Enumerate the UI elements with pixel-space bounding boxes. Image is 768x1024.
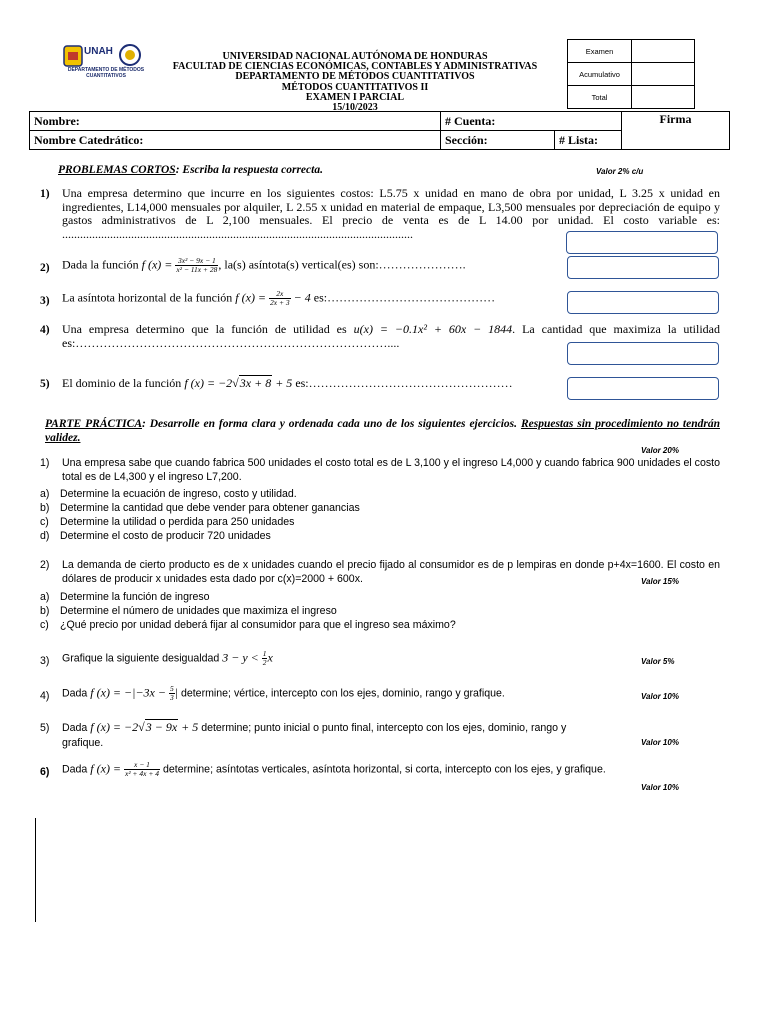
header-line: FACULTAD DE CIENCIAS ECONÓMICAS, CONTABLES Y ADMINISTRATIVAS: [172, 61, 538, 73]
q3-number: 3): [40, 295, 50, 307]
logo-text: UNAH: [84, 46, 113, 57]
p6-denominator: x² + 4x + 4: [124, 769, 160, 778]
p4-expr-a: f (x) = −: [90, 685, 133, 700]
q5-number: 5): [40, 378, 50, 390]
q1-number: 1): [40, 188, 50, 200]
practical-title: PARTE PRÁCTICA: [45, 418, 142, 430]
university-header: [140, 52, 570, 113]
q2-post: , la(s) asíntota(s) vertical(es) son:………………….: [218, 257, 466, 272]
nombre-label: Nombre:: [34, 113, 80, 128]
p4-text: Dada f (x) = −|−3x − $\frac{5}{3}$ | determine; vértice, intercepto con los ejes, dominio, rango y grafique.: [62, 684, 505, 702]
q2-numerator: 3x² − 9x − 1: [175, 257, 218, 266]
p1-text: Una empresa sabe que cuando fabrica 500 unidades el costo total es de L 3,100 y el ingreso L4,000 y cuando fabrica 900 unidades el costo total es de L4,300 y el ingreso L7,200.: [62, 457, 720, 483]
p4-expr-b: −3x −: [135, 685, 166, 700]
q2-number: 2): [40, 262, 50, 274]
p6-expr-a: f (x) =: [90, 761, 122, 776]
score-cell-total[interactable]: [632, 86, 695, 109]
q3-answer-box[interactable]: [567, 291, 719, 314]
q3-func: f (x) =: [235, 290, 267, 305]
q3-pre: La asíntota horizontal de la función: [62, 290, 233, 305]
q5-text: [62, 377, 513, 391]
q2-answer-box[interactable]: [567, 256, 719, 279]
q5-answer-box[interactable]: [567, 377, 719, 400]
nombre-field[interactable]: [30, 112, 441, 131]
q4-number: 4): [40, 324, 50, 336]
lista-field[interactable]: [555, 131, 622, 150]
p5-sqrt: √3 − 9x: [138, 720, 178, 734]
p1-valor: Valor 20%: [641, 446, 679, 455]
p2-items: [40, 590, 456, 632]
p5-expr-a: f (x) = −2: [90, 720, 139, 734]
p2-text: La demanda de cierto producto es de x unidades cuando el precio fijado al consumidor es de p lempiras en donde p+4x=1600. El costo en dólares de producir x unidades esta dado por c(x)=2000 + 600x.: [62, 559, 720, 585]
q5-expr-b: + 5: [275, 376, 293, 390]
p6-post: determine; asíntotas verticales, asíntota horizontal, si corta, intercepto con los ejes, y grafique.: [162, 763, 606, 776]
p1-items: [40, 487, 360, 543]
p6-text: [62, 761, 606, 778]
p2-number: 2): [40, 559, 50, 571]
short-instruction: : Escriba la respuesta correcta.: [175, 164, 323, 176]
student-info-table: [29, 111, 730, 150]
lista-label: # Lista:: [559, 132, 598, 147]
p3-number: 3): [40, 655, 50, 667]
list-item: b) Determine la cantidad que debe vender para obtener ganancias: [40, 502, 360, 514]
practical-title-block: [45, 417, 720, 445]
q2-text: [62, 257, 466, 274]
p5-expr-b: + 5: [181, 720, 199, 734]
p5-radicand: 3 − 9x: [145, 720, 178, 734]
p5-number: 5): [40, 722, 50, 734]
q2-denominator: x² − 11x + 28: [176, 265, 218, 274]
q3-denominator: 2x + 3: [270, 298, 290, 307]
q1-text: Una empresa determino que incurre en los siguientes costos: L5.75 x unidad en mano de obra por unidad, L 3.25 x unidad en ingredientes, L14,000 mensuales por alquiler, L 2.55 x unidad en material de empaque, L3,500 mensuales por depreciación de equipo y gastos administrativos de L 2,100 mensuales. El precio de venta es de L 14.00 por unidad. El costo variable es: .....................................................................................................................: [62, 186, 720, 241]
q5-post: es:……………………………………………: [295, 376, 513, 390]
p3-valor: Valor 5%: [641, 657, 675, 666]
p5-post: determine; punto inicial o punto final, intercepto con los ejes, dominio, rango y: [201, 722, 567, 734]
q5-sqrt: √3x + 8: [232, 376, 272, 390]
q5-radicand: 3x + 8: [239, 376, 272, 390]
practical-instruction: : Desarrolle en forma clara y ordenada cada uno de los siguientes ejercicios.: [142, 418, 518, 430]
p6-pre: Dada: [62, 763, 88, 776]
header-line: DEPARTAMENTO DE MÉTODOS CUANTITATIVOS: [235, 71, 475, 83]
score-label-examen: Examen: [568, 40, 632, 63]
q2-fraction: [175, 257, 218, 274]
score-cell-examen[interactable]: [632, 40, 695, 63]
catedratico-label: Nombre Catedrático:: [34, 132, 144, 147]
p3-expr: 3 − y <: [222, 650, 259, 665]
p5-pre: Dada: [62, 722, 88, 734]
margin-line: [35, 818, 36, 922]
header-line: MÉTODOS CUANTITATIVOS II: [281, 81, 429, 93]
header-line: UNIVERSIDAD NACIONAL AUTÓNOMA DE HONDURAS: [222, 51, 488, 62]
q4-text2: . La cantidad que maximiza la utilidad es:……………………………………………………………………....: [62, 322, 721, 350]
list-item: c) ¿Qué precio por unidad deberá fijar al consumidor para que el ingreso sea máximo?: [40, 619, 456, 631]
cuenta-field[interactable]: [441, 112, 622, 131]
q5-pre: El dominio de la función: [62, 376, 182, 390]
short-valor: Valor 2% c/u: [596, 167, 644, 176]
p1-number: 1): [40, 457, 50, 469]
p3-denominator: 2: [262, 658, 267, 667]
cuenta-label: # Cuenta:: [445, 113, 496, 128]
header-line: EXAMEN I PARCIAL: [305, 91, 405, 103]
p4-numerator: 5: [169, 684, 174, 693]
short-problems-title: [58, 164, 323, 176]
seccion-label: Sección:: [445, 132, 488, 147]
q4-expr: u(x) = −0.1x² + 60x − 1844: [353, 322, 513, 336]
list-item: a) Determine la función de ingreso: [40, 591, 210, 603]
list-item: a) Determine la ecuación de ingreso, costo y utilidad.: [40, 488, 297, 500]
score-label-total: Total: [568, 86, 632, 109]
list-item: c) Determine la utilidad o perdida para 250 unidades: [40, 516, 295, 528]
q3-numerator: 2x: [269, 290, 291, 299]
score-cell-acumulativo[interactable]: [632, 63, 695, 86]
seccion-field[interactable]: [441, 131, 555, 150]
q4-text1: Una empresa determino que la función de utilidad es: [62, 322, 347, 336]
q1-answer-box[interactable]: [566, 231, 718, 254]
p5-text: [62, 720, 566, 735]
p6-valor: Valor 10%: [641, 783, 679, 792]
score-table: [567, 39, 695, 109]
q2-pre: Dada la función: [62, 257, 139, 272]
p3-text: [62, 650, 273, 667]
q3-post: es:……………………………………: [313, 290, 496, 305]
p5-post2: grafique.: [62, 737, 104, 749]
p4-pre: Dada: [62, 687, 88, 700]
practical-warning: Respuestas sin procedimiento no tendrán validez.: [45, 418, 720, 444]
list-item: b) Determine el número de unidades que maximiza el ingreso: [40, 605, 337, 617]
q3-fraction: [269, 290, 291, 307]
p6-number: 6): [40, 766, 50, 778]
p3-pre: Grafique la siguiente desigualdad: [62, 652, 220, 665]
p6-numerator: x − 1: [124, 761, 160, 770]
p6-fraction: [124, 761, 160, 778]
q5-expr-a: f (x) = −2: [184, 376, 233, 390]
department-caption: DEPARTAMENTO DE MÉTODOS CUANTITATIVOS: [67, 67, 145, 79]
short-title: PROBLEMAS CORTOS: [58, 164, 176, 176]
q3-post-expr: − 4: [293, 290, 311, 305]
list-item: d) Determine el costo de producir 720 unidades: [40, 530, 271, 542]
p4-denominator: 3: [169, 693, 174, 702]
p5-valor: Valor 10%: [641, 738, 679, 747]
firma-label: Firma: [659, 112, 692, 126]
score-label-acumulativo: Acumulativo: [568, 63, 632, 86]
catedratico-field[interactable]: [30, 131, 441, 150]
q3-text: [62, 290, 495, 307]
p3-numerator: 1: [262, 649, 267, 658]
q2-func: f (x) =: [141, 257, 173, 272]
p4-number: 4): [40, 690, 50, 702]
q4-answer-box[interactable]: [567, 342, 719, 365]
p4-valor: Valor 10%: [641, 692, 679, 701]
firma-field[interactable]: [622, 112, 730, 150]
p2-valor: Valor 15%: [641, 577, 679, 586]
p3-var: x: [267, 650, 273, 665]
header-line: 15/10/2023: [332, 102, 378, 114]
p4-post: determine; vértice, intercepto con los ejes, dominio, rango y grafique.: [180, 687, 505, 700]
